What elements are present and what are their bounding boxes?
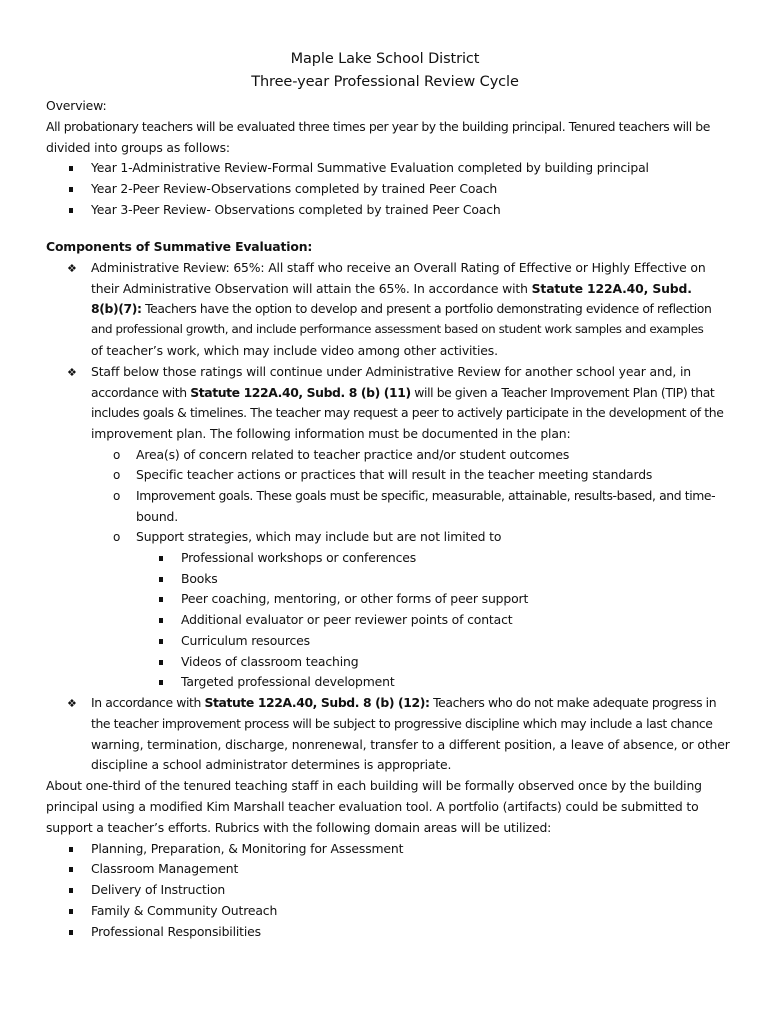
square-bullet-icon bbox=[159, 618, 163, 623]
square-bullet-icon bbox=[69, 847, 73, 852]
component-text-line: of teacher’s work, which may include video among other activities. bbox=[91, 343, 498, 358]
domain-item: Planning, Preparation, & Monitoring for Assessment bbox=[91, 841, 404, 856]
square-bullet-icon bbox=[159, 639, 163, 644]
square-bullet-icon bbox=[69, 187, 73, 192]
document-subtitle: Three-year Professional Review Cycle bbox=[251, 74, 519, 90]
square-bullet-icon bbox=[159, 597, 163, 602]
closing-text-line: principal using a modified Kim Marshall teacher evaluation tool. A portfolio (artifacts) could be submitted to bbox=[46, 799, 699, 814]
domain-item: Family & Community Outreach bbox=[91, 903, 278, 918]
component-text-line: the teacher improvement process will be subject to progressive discipline which may include a last chance bbox=[91, 716, 713, 731]
strategy-item: Curriculum resources bbox=[181, 633, 310, 648]
component-text-line: accordance with Statute 122A.40, Subd. 8 (b) (11) will be given a Teacher Improvement Plan (TIP) that bbox=[91, 385, 715, 400]
square-bullet-icon bbox=[69, 867, 73, 872]
components-heading: Components of Summative Evaluation: bbox=[46, 239, 313, 254]
square-bullet-icon bbox=[159, 680, 163, 685]
square-bullet-icon bbox=[159, 556, 163, 561]
component-text-line: 8(b)(7): Teachers have the option to develop and present a portfolio demonstrating evidence of reflection bbox=[91, 301, 712, 316]
component-text-line: their Administrative Observation will attain the 65%. In accordance with Statute 122A.40, Subd. bbox=[91, 281, 692, 296]
year-item: Year 3-Peer Review- Observations completed by trained Peer Coach bbox=[91, 202, 501, 217]
plan-item: Improvement goals. These goals must be specific, measurable, attainable, results-based, and time- bbox=[136, 488, 716, 503]
domain-item: Classroom Management bbox=[91, 861, 239, 876]
component-text-line: Staff below those ratings will continue under Administrative Review for another school year and, in bbox=[91, 364, 691, 379]
strategy-item: Peer coaching, mentoring, or other forms of peer support bbox=[181, 591, 529, 606]
component-text-line: improvement plan. The following information must be documented in the plan: bbox=[91, 426, 571, 441]
overview-text-line: All probationary teachers will be evaluated three times per year by the building principal. Tenured teachers will be bbox=[46, 119, 710, 134]
square-bullet-icon bbox=[69, 166, 73, 171]
square-bullet-icon bbox=[69, 888, 73, 893]
component-text-line: warning, termination, discharge, nonrenewal, transfer to a different position, a leave of absence, or other bbox=[91, 737, 730, 752]
component-text-line: and professional growth, and include performance assessment based on student work samples and examples bbox=[91, 322, 704, 336]
closing-text-line: About one-third of the tenured teaching staff in each building will be formally observed once by the building bbox=[46, 778, 702, 793]
component-text-line: discipline a school administrator determines is appropriate. bbox=[91, 757, 452, 772]
diamond-bullet-icon: ❖ bbox=[67, 697, 77, 710]
plan-item: Support strategies, which may include but are not limited to bbox=[136, 529, 502, 544]
domain-item: Delivery of Instruction bbox=[91, 882, 226, 897]
plan-item-continued: bound. bbox=[136, 509, 179, 524]
closing-text-line: support a teacher’s efforts. Rubrics with the following domain areas will be utilized: bbox=[46, 820, 552, 835]
diamond-bullet-icon: ❖ bbox=[67, 262, 77, 275]
domain-item: Professional Responsibilities bbox=[91, 924, 261, 939]
circle-bullet-icon: o bbox=[113, 468, 121, 482]
plan-item: Area(s) of concern related to teacher practice and/or student outcomes bbox=[136, 447, 570, 462]
component-text-line: Administrative Review: 65%: All staff who receive an Overall Rating of Effective or Highly Effective on bbox=[91, 260, 706, 275]
plan-item: Specific teacher actions or practices that will result in the teacher meeting standards bbox=[136, 467, 653, 482]
square-bullet-icon bbox=[159, 577, 163, 582]
component-text-line: In accordance with Statute 122A.40, Subd. 8 (b) (12): Teachers who do not make adequate progress in bbox=[91, 695, 717, 710]
square-bullet-icon bbox=[159, 660, 163, 665]
document-title: Maple Lake School District bbox=[290, 51, 480, 67]
square-bullet-icon bbox=[69, 930, 73, 935]
circle-bullet-icon: o bbox=[113, 448, 121, 462]
circle-bullet-icon: o bbox=[113, 489, 121, 503]
year-item: Year 1-Administrative Review-Formal Summative Evaluation completed by building principal bbox=[91, 160, 649, 175]
overview-text-line: divided into groups as follows: bbox=[46, 140, 230, 155]
overview-heading: Overview: bbox=[46, 98, 107, 113]
strategy-item: Professional workshops or conferences bbox=[181, 550, 417, 565]
strategy-item: Targeted professional development bbox=[181, 674, 395, 689]
strategy-item: Books bbox=[181, 571, 218, 586]
square-bullet-icon bbox=[69, 909, 73, 914]
year-item: Year 2-Peer Review-Observations completed by trained Peer Coach bbox=[91, 181, 498, 196]
strategy-item: Additional evaluator or peer reviewer points of contact bbox=[181, 612, 513, 627]
square-bullet-icon bbox=[69, 208, 73, 213]
diamond-bullet-icon: ❖ bbox=[67, 366, 77, 379]
component-text-line: includes goals & timelines. The teacher may request a peer to actively participate in the development of the bbox=[91, 405, 724, 420]
circle-bullet-icon: o bbox=[113, 530, 121, 544]
strategy-item: Videos of classroom teaching bbox=[181, 654, 359, 669]
